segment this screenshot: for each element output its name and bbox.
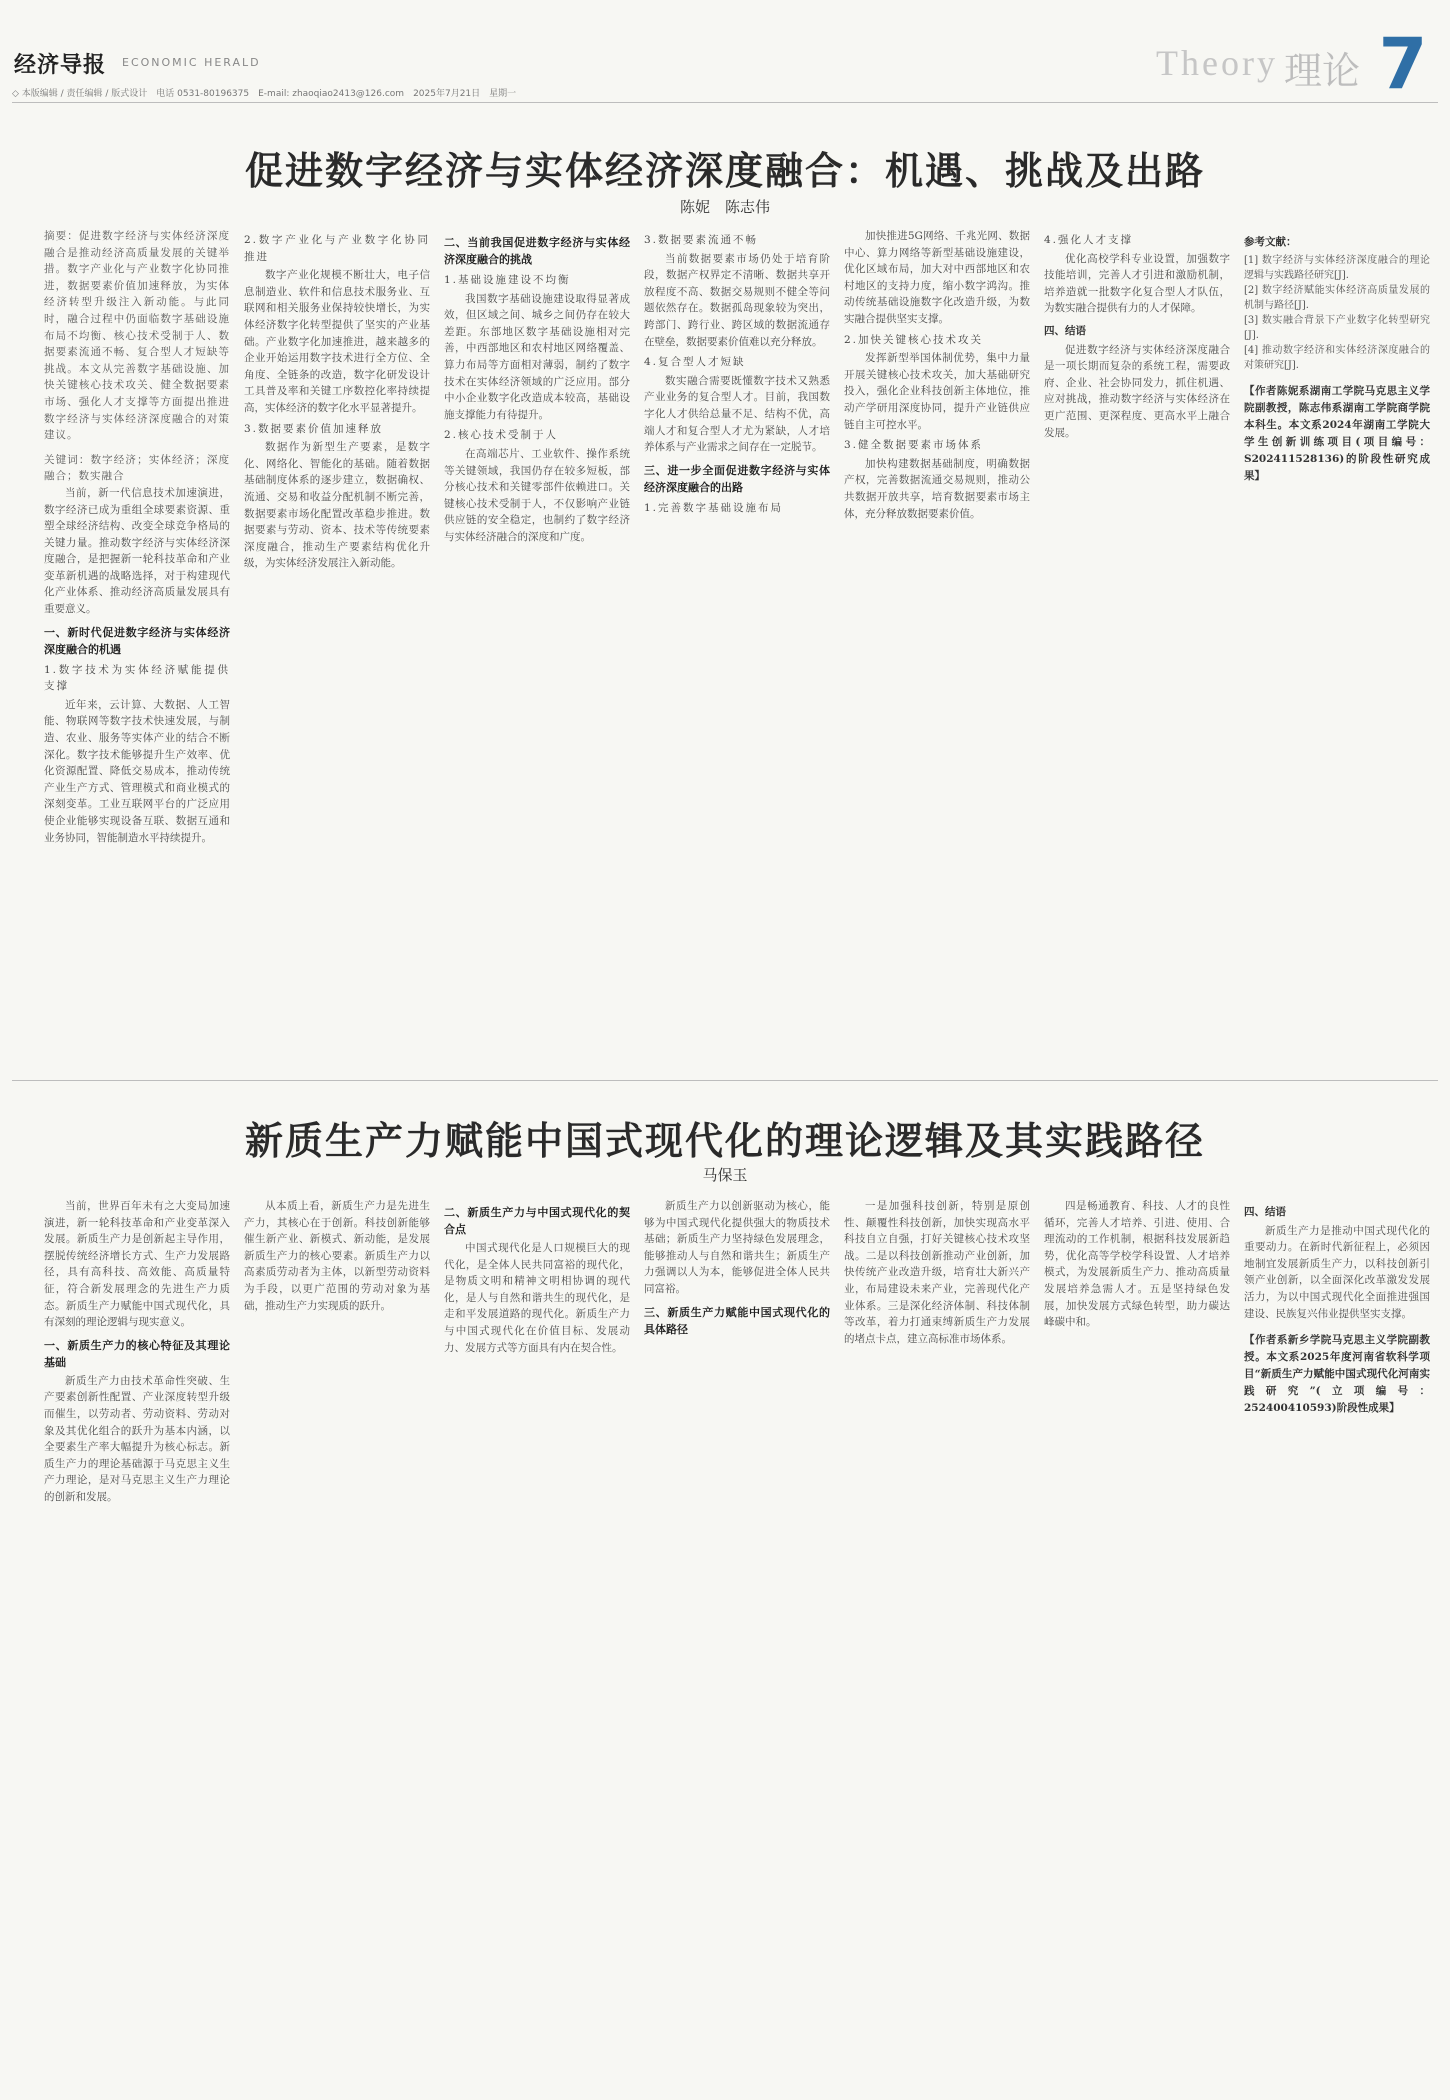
article1-section-1-heading: 一、新时代促进数字经济与实体经济深度融合的机遇: [44, 625, 230, 656]
article1-subheading-3-4: 4.强化人才支撑: [1044, 234, 1134, 246]
article2-paragraph: 从本质上看，新质生产力是先进生产力，其核心在于创新。科技创新能够催生新产业、新模式、新动能，是发展新质生产力的核心要素。新质生产力以高素质劳动者为主体，以新型劳动资料为手段，以更广范围的劳动对象为基础，推动生产力实现质的跃升。: [244, 1200, 430, 1312]
article2-paragraph: 新质生产力由技术革命性突破、生产要素创新性配置、产业深度转型升级而催生，以劳动者、劳动资料、劳动对象及其优化组合的跃升为基本内涵，以全要素生产率大幅提升为核心标志。新质生产力的理论基础源于马克思主义生产力理论，是对马克思主义生产力理论的创新和发展。: [44, 1374, 230, 1503]
reference-item: [4] 推动数字经济和实体经济深度融合的对策研究[J].: [1244, 344, 1430, 371]
article1-paragraph: 发挥新型举国体制优势，集中力量开展关键核心技术攻关，加大基础研究投入，强化企业科技创新主体地位，推动产学研用深度协同，提升产业链供应链自主可控水平。: [844, 352, 1030, 431]
article2-author-note: 【作者系新乡学院马克思主义学院副教授。本文系2025年度河南省软科学项目“新质生产力赋能中国式现代化河南实践研究”(立项编号：252400410593)阶段性成果】: [1244, 1334, 1430, 1415]
article1-author-note: 【作者陈妮系湖南工学院马克思主义学院副教授，陈志伟系湖南工学院商学院本科生。本文系2024年湖南工学院大学生创新训练项目(项目编号：S202411528136)的阶段性研究成果】: [1244, 384, 1430, 482]
article2-section-2-heading: 二、新质生产力与中国式现代化的契合点: [444, 1206, 630, 1236]
article1-column-4: [644, 228, 830, 1068]
article2-body: [44, 1198, 1440, 2090]
reference-item: [1] 数字经济与实体经济深度融合的理论逻辑与实践路径研究[J].: [1244, 254, 1430, 281]
article1-subheading-1-2: 2.数字产业化与产业数字化协同推进: [244, 234, 430, 263]
article1-paragraph: 近年来，云计算、大数据、人工智能、物联网等数字技术快速发展，与制造、农业、服务等实体产业的结合不断深化。数字技术能够提升生产效率、优化资源配置、降低交易成本，推动传统产业生产方式、管理模式和商业模式的深刻变革。工业互联网平台的广泛应用使企业能够实现设备互联、数据互通和业务协同，智能制造水平持续提升。: [44, 698, 230, 844]
article2-byline: 马保玉: [702, 1166, 748, 1184]
article1-abstract: 摘要：促进数字经济与实体经济深度融合是推动经济高质量发展的关键举措。数字产业化与产业数字化协同推进，数据要素价值加速释放，为实体经济转型升级注入新动能。与此同时，融合过程中仍面临数字基础设施布局不均衡、核心技术受制于人、数据要素流通不畅、复合型人才短缺等挑战。本文从完善数字基础设施、加快关键核心技术攻关、健全数据要素市场、强化人才支撑等方面提出推进数字经济与实体经济深度融合的对策建议。: [44, 230, 230, 442]
meta-bar: ◇ 本版编辑 / 责任编辑 / 版式设计 电话 0531-80196375 E-mail: zhaoqiao2413@126.com 2025年7月21日 星期一: [12, 89, 517, 99]
newspaper-brand-english: ECONOMIC HERALD: [122, 56, 261, 69]
article2-column-3: [444, 1198, 630, 2090]
article1-subheading-2-1: 1.基础设施建设不均衡: [444, 274, 571, 286]
article1-headline: 促进数字经济与实体经济深度融合：机遇、挑战及出路: [244, 148, 1205, 193]
article1-column-5: [844, 228, 1030, 1068]
article-divider: [12, 1080, 1438, 1081]
reference-item: [2] 数字经济赋能实体经济高质量发展的机制与路径[J].: [1244, 284, 1430, 311]
article2-column-6: [1044, 1198, 1230, 2090]
article1-column-2: [244, 228, 430, 1068]
article1-paragraph: 我国数字基础设施建设取得显著成效，但区域之间、城乡之间仍存在较大差距。东部地区数字基础设施相对完善，中西部地区和农村地区网络覆盖、算力布局等方面相对薄弱，制约了数字技术在实体经济领域的广泛应用。部分中小企业数字化改造成本较高，基础设施支撑能力有待提升。: [444, 292, 630, 421]
article2-column-5: [844, 1198, 1030, 2090]
article2-paragraph: 新质生产力以创新驱动为核心，能够为中国式现代化提供强大的物质技术基础；新质生产力坚持绿色发展理念，能够推动人与自然和谐共生；新质生产力强调以人为本，能够促进全体人民共同富裕。: [644, 1200, 830, 1295]
article1-paragraph: 数实融合需要既懂数字技术又熟悉产业业务的复合型人才。目前，我国数字化人才供给总量不足、结构不优，高端人才和复合型人才尤为紧缺，人才培养体系与产业需求之间存在一定脱节。: [644, 374, 830, 454]
article1-paragraph: 促进数字经济与实体经济深度融合是一项长期而复杂的系统工程，需要政府、企业、社会协同发力，抓住机遇、应对挑战，推动数字经济与实体经济在更广范围、更深程度、更高水平上融合发展。: [1044, 343, 1230, 439]
article2-paragraph: 中国式现代化是人口规模巨大的现代化，是全体人民共同富裕的现代化，是物质文明和精神文明相协调的现代化，是人与自然和谐共生的现代化，是走和平发展道路的现代化。新质生产力与中国式现代化在价值目标、发展动力、发展方式等方面具有内在契合性。: [444, 1242, 630, 1354]
article1-paragraph: 加快推进5G网络、千兆光网、数据中心、算力网络等新型基础设施建设，优化区域布局，加大对中西部地区和农村地区的支持力度，缩小数字鸿沟。推动传统基础设施数字化改造升级，为数实融合提供坚实支撑。: [844, 230, 1030, 325]
page-number: 7: [1378, 23, 1428, 105]
article1-paragraph: 优化高校学科专业设置，加强数字技能培训，完善人才引进和激励机制，培养造就一批数字化复合型人才队伍，为数实融合提供有力的人才保障。: [1044, 252, 1230, 315]
article1-column-1: [44, 228, 230, 1068]
article2-paragraph: 新质生产力是推动中国式现代化的重要动力。在新时代新征程上，必须因地制宜发展新质生产力，以科技创新引领产业创新，以全面深化改革激发发展活力，为以中国式现代化全面推进强国建设、民族复兴伟业提供坚实支撑。: [1244, 1224, 1430, 1320]
article2-section-1-heading: 一、新质生产力的核心特征及其理论基础: [44, 1338, 230, 1369]
section-title-chinese: 理论: [1283, 49, 1360, 93]
article2-column-7: [1244, 1198, 1430, 2090]
article1-conclusion-heading: 四、结语: [1044, 324, 1086, 337]
article2-conclusion-heading: 四、结语: [1244, 1206, 1286, 1218]
article1-subheading-2-4: 4.复合型人才短缺: [644, 356, 746, 369]
article2-paragraph: 一是加强科技创新，特别是原创性、颠覆性科技创新，加快实现高水平科技自立自强，打好关键核心技术攻坚战。二是以科技创新推动产业创新，加快传统产业改造升级，培育壮大新兴产业，布局建设未来产业，完善现代化产业体系。三是深化经济体制、科技体制等改革，着力打通束缚新质生产力发展的堵点卡点，建立高标准市场体系。: [844, 1200, 1030, 1345]
header-divider: [12, 102, 1438, 103]
article1-references-heading: 参考文献：: [1244, 236, 1297, 248]
article2-headline: 新质生产力赋能中国式现代化的理论逻辑及其实践路径: [244, 1118, 1205, 1163]
article2-section-3-heading: 三、新质生产力赋能中国式现代化的具体路径: [644, 1305, 830, 1336]
article1-column-7: [1244, 228, 1430, 1068]
newspaper-brand: 经济导报: [14, 52, 107, 78]
article1-paragraph: 当前数据要素市场仍处于培育阶段，数据产权界定不清晰、数据共享开放程度不高、数据交易规则不健全等问题依然存在。数据孤岛现象较为突出，跨部门、跨行业、跨区域的数据流通存在壁垒，数据要素价值难以充分释放。: [644, 252, 830, 348]
article1-subheading-3-3: 3.健全数据要素市场体系: [844, 439, 984, 452]
article1-paragraph: 数据作为新型生产要素，是数字化、网络化、智能化的基础。随着数据基础制度体系的逐步建立，数据确权、流通、交易和收益分配机制不断完善，数据要素市场化配置改革稳步推进。数据要素与劳动、资本、技术等传统要素深度融合，推动生产要素结构优化升级，为实体经济发展注入新动能。: [244, 441, 430, 570]
article1-subheading-3-1: 1.完善数字基础设施布局: [644, 501, 784, 514]
article1-section-3-heading: 三、进一步全面促进数字经济与实体经济深度融合的出路: [644, 463, 830, 494]
article1-subheading-2-2: 2.核心技术受制于人: [444, 429, 559, 442]
article1-subheading-1-1: 1.数字技术为实体经济赋能提供支撑: [44, 663, 230, 693]
article1-subheading-3-2: 2.加快关键核心技术攻关: [844, 333, 984, 346]
section-title-english: Theory: [1156, 43, 1278, 83]
article2-column-4: [644, 1198, 830, 2090]
article1-keywords: 关键词：数字经济；实体经济；深度融合；数实融合: [44, 453, 230, 483]
article1-paragraph: 在高端芯片、工业软件、操作系统等关键领域，我国仍存在较多短板，部分核心技术和关键零部件依赖进口。关键核心技术受制于人，不仅影响产业链供应链的安全稳定，也制约了数字经济与实体经济融合的深度和广度。: [444, 447, 630, 543]
article1-subheading-2-3: 3.数据要素流通不畅: [644, 234, 759, 246]
article1-paragraph: 加快构建数据基础制度，明确数据产权，完善数据流通交易规则，推动公共数据开放共享，培育数据要素市场主体，充分释放数据要素价值。: [844, 457, 1030, 520]
reference-item: [3] 数实融合背景下产业数字化转型研究[J].: [1244, 314, 1430, 341]
article1-intro: 当前，新一代信息技术加速演进，数字经济已成为重组全球要素资源、重塑全球经济结构、改变全球竞争格局的关键力量。推动数字经济与实体经济深度融合，是把握新一轮科技革命和产业变革新机遇的战略选择，对于构建现代化产业体系、推动经济高质量发展具有重要意义。: [44, 486, 230, 616]
article1-section-2-heading: 二、当前我国促进数字经济与实体经济深度融合的挑战: [444, 236, 630, 266]
article2-column-2: [244, 1198, 430, 2090]
article1-column-3: [444, 228, 630, 1068]
article1-byline: 陈妮 陈志伟: [679, 198, 770, 216]
article1-subheading-1-3: 3.数据要素价值加速释放: [244, 422, 384, 435]
article1-body: [44, 228, 1440, 1068]
article1-paragraph: 数字产业化规模不断壮大，电子信息制造业、软件和信息技术服务业、互联网和相关服务业保持较快增长，为实体经济数字化转型提供了坚实的产业基础。产业数字化加速推进，越来越多的企业开始运用数字技术进行全方位、全角度、全链条的改造，数字化研发设计工具普及率和关键工序数控化率持续提高，实体经济的数字化水平显著提升。: [244, 269, 430, 414]
article2-intro: 当前，世界百年未有之大变局加速演进，新一轮科技革命和产业变革深入发展。新质生产力是创新起主导作用，摆脱传统经济增长方式、生产力发展路径，具有高科技、高效能、高质量特征，符合新发展理念的先进生产力质态。新质生产力赋能中国式现代化，具有深刻的理论逻辑与现实意义。: [44, 1200, 230, 1329]
article2-paragraph: 四是畅通教育、科技、人才的良性循环，完善人才培养、引进、使用、合理流动的工作机制，根据科技发展新趋势，优化高等学校学科设置、人才培养模式，为发展新质生产力、推动高质量发展培养急需人才。五是坚持绿色发展，加快发展方式绿色转型，助力碳达峰碳中和。: [1044, 1200, 1230, 1329]
article2-column-1: [44, 1198, 230, 2090]
article1-column-6: [1044, 228, 1230, 1068]
